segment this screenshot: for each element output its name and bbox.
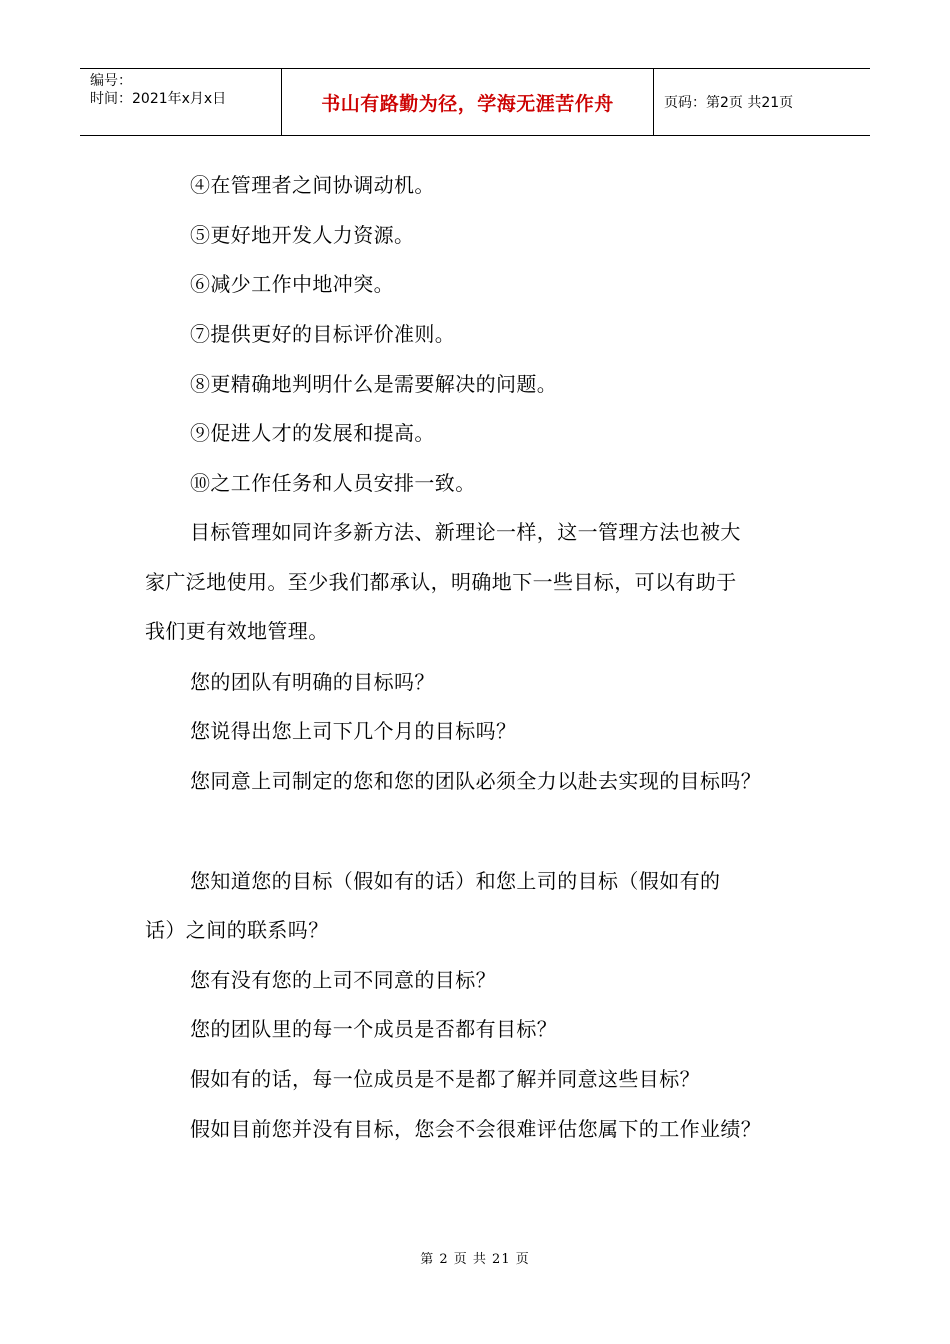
document-header <box>80 68 870 136</box>
list-item: ⑥减少工作中地冲突。 <box>190 272 394 296</box>
header-motto-cell <box>282 69 654 135</box>
list-item: ④在管理者之间协调动机。 <box>190 173 435 197</box>
page-info: 页码：第2页 共21页 <box>664 95 794 111</box>
question-line: 假如目前您并没有目标，您会不会很难评估您属下的工作业绩？ <box>190 1117 762 1141</box>
list-item: ⑦提供更好的目标评价准则。 <box>190 322 456 346</box>
question-line: 您说得出您上司下几个月的目标吗？ <box>190 719 517 743</box>
list-item: ⑩之工作任务和人员安排一致。 <box>190 471 476 495</box>
page-footer <box>0 1248 950 1267</box>
paragraph-line: 家广泛地使用。至少我们都承认，明确地下一些目标，可以有助于 <box>145 570 737 594</box>
question-line: 您知道您的目标（假如有的话）和您上司的目标（假如有的 <box>190 869 721 893</box>
footer-page-number: 第 2 页 共 21 页 <box>420 1252 530 1267</box>
list-item: ⑨促进人才的发展和提高。 <box>190 421 435 445</box>
header-page-cell <box>654 69 870 135</box>
question-line: 您的团队里的每一个成员是否都有目标？ <box>190 1017 558 1041</box>
date-label: 时间：2021年x月x日 <box>90 91 227 107</box>
list-item: ⑤更好地开发人力资源。 <box>190 223 415 247</box>
question-line: 您的团队有明确的目标吗？ <box>190 670 435 694</box>
number-label: 编号： <box>90 73 132 89</box>
question-line: 您同意上司制定的您和您的团队必须全力以赴去实现的目标吗？ <box>190 769 762 793</box>
paragraph-line: 我们更有效地管理。 <box>145 619 329 643</box>
question-line: 您有没有您的上司不同意的目标？ <box>190 968 496 992</box>
question-line: 假如有的话，每一位成员是不是都了解并同意这些目标？ <box>190 1067 700 1091</box>
motto-text: 书山有路勤为径，学海无涯苦作舟 <box>321 92 614 115</box>
question-line: 话）之间的联系吗？ <box>145 918 329 942</box>
paragraph-line: 目标管理如同许多新方法、新理论一样，这一管理方法也被大 <box>190 520 741 544</box>
header-meta <box>80 69 282 135</box>
list-item: ⑧更精确地判明什么是需要解决的问题。 <box>190 372 558 396</box>
